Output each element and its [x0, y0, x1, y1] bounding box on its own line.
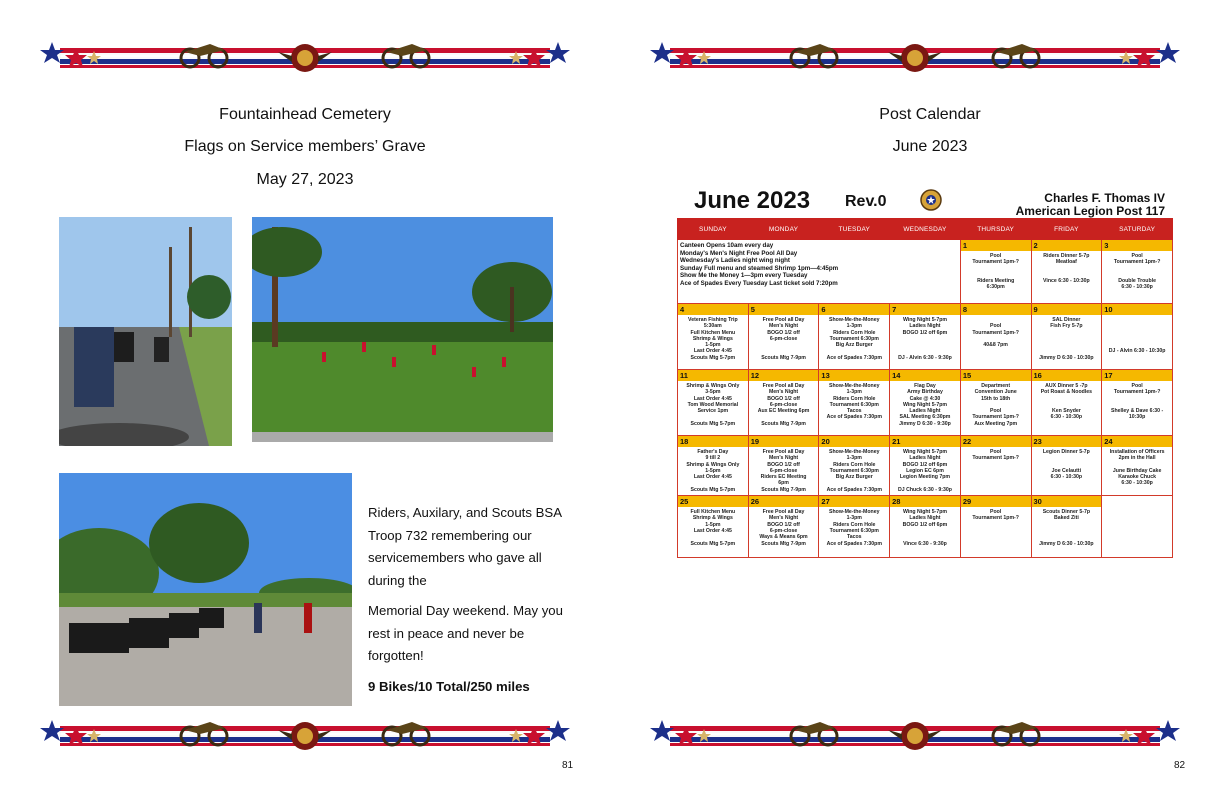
calendar-day-cell — [819, 496, 890, 558]
banner-decoration — [650, 34, 1180, 84]
day-events: Free Pool all Day Men's Night BOGO 1/2 off 6-pm-close Ways & Means 6pm Scouts Mtg 7-9pm — [759, 509, 808, 547]
calendar-day-cell — [1102, 370, 1173, 436]
day-events: Father's Day 9 till 2 Shrimp & Wings Only 1-5pm Last Order 4:45 Scouts Mtg 5-7pm — [686, 449, 740, 493]
caption-stats: 9 Bikes/10 Total/250 miles — [368, 678, 530, 694]
day-events: Department Convention June 15th to 18th Pool Tournament 1pm-? Aux Meeting 7pm — [972, 383, 1019, 427]
day-number: 6 — [819, 304, 889, 315]
day-events: Wing Night 5-7pm Ladies Night BOGO 1/2 off 6pm Legion EC 6pm Legion Meeting 7pm DJ Chuck 6:30 - 9:30p — [898, 449, 952, 493]
calendar-day-cell — [678, 370, 749, 436]
day-events: Installation of Officers 2pm in the Hall June Birthday Cake Karaoke Chuck 6:30 - 10:30p — [1109, 449, 1165, 487]
day-events: Pool Tournament 1pm-? 40&8 7pm — [972, 323, 1019, 349]
day-number: 30 — [1032, 496, 1102, 507]
day-number: 13 — [819, 370, 889, 381]
photo-parked-bikes — [59, 473, 352, 706]
banner-decoration — [40, 712, 570, 762]
day-number: 5 — [749, 304, 819, 315]
calendar-day-cell — [1102, 436, 1173, 496]
calendar-day-cell — [748, 436, 819, 496]
calendar-day-cell — [960, 496, 1031, 558]
calendar-day-cell — [890, 436, 961, 496]
calendar-week-row — [678, 496, 1173, 558]
calendar-day-cell — [1102, 240, 1173, 304]
calendar-header — [677, 185, 1173, 217]
calendar-day-cell — [960, 304, 1031, 370]
day-events: Wing Night 5-7pm Ladies Night BOGO 1/2 off 6pm Vince 6:30 - 9:30p — [902, 509, 948, 547]
calendar-notes-text: Canteen Opens 10am every day Monday's Men's Night Free Pool All Day Wednesday's Ladies night wing night Sunday Full menu and steamed Shrimp 1pm—4:45pm Show Me the Money 1—3pm every Tuesday Ace of Spades Every Tuesday Last ticket sold 7:20pm — [680, 242, 839, 287]
day-number: 15 — [961, 370, 1031, 381]
day-events — [1102, 507, 1172, 511]
day-events: Wing Night 5-7pm Ladies Night BOGO 1/2 off 6pm DJ - Alvin 6:30 - 9:30p — [898, 317, 952, 361]
calendar-day-cell — [819, 436, 890, 496]
calendar-day-cell — [960, 370, 1031, 436]
photo-cemetery-flags — [252, 217, 553, 442]
day-number — [1102, 496, 1172, 507]
day-events: Pool Tournament 1pm-? Shelley & Dave 6:30 - 10:30p — [1111, 383, 1164, 421]
day-number: 2 — [1032, 240, 1102, 251]
calendar-day-cell — [1031, 304, 1102, 370]
day-events: Pool Tournament 1pm-? — [972, 449, 1019, 462]
day-events: Show-Me-the-Money 1-3pm Riders Corn Hole Tournament 6:30pm Big Azz Burger Ace of Spades 7:30pm — [826, 317, 882, 361]
day-events: Riders Dinner 5-7p Meatloaf Vince 6:30 - 10:30p — [1043, 253, 1090, 285]
right-title-line-2: June 2023 — [892, 138, 968, 155]
day-number: 21 — [890, 436, 960, 447]
day-events: Free Pool all Day Men's Night BOGO 1/2 off 6-pm-close Aux EC Meeting 6pm Scouts Mtg 7-9pm — [757, 383, 810, 427]
day-events: Free Pool all Day Men's Night BOGO 1/2 off 6-pm-close Riders EC Meeting 6pm Scouts Mtg 7-9pm — [760, 449, 807, 493]
page-number-left: 81 — [562, 760, 574, 771]
calendar-day-cell — [890, 496, 961, 558]
calendar-day-cell — [1102, 304, 1173, 370]
left-title-line-3: May 27, 2023 — [256, 171, 354, 188]
calendar-day-cell — [1102, 496, 1173, 558]
calendar-day-cell — [1031, 240, 1102, 304]
calendar-notes — [678, 240, 961, 304]
caption-paragraph-1: Riders, Auxilary, and Scouts BSA Troop 732 remembering our servicemembers who gave all during the — [368, 505, 562, 588]
calendar-day-cell — [748, 370, 819, 436]
calendar-day-cell — [819, 304, 890, 370]
day-number: 16 — [1032, 370, 1102, 381]
day-number: 4 — [678, 304, 748, 315]
day-number: 29 — [961, 496, 1031, 507]
day-number: 17 — [1102, 370, 1172, 381]
calendar-day-cell — [960, 436, 1031, 496]
calendar-day-cell — [678, 496, 749, 558]
calendar-day-cell — [678, 304, 749, 370]
day-events: SAL Dinner Fish Fry 5-7p Jimmy D 6:30 - 10:30p — [1039, 317, 1094, 361]
day-events: Full Kitchen Menu Shrimp & Wings 1-5pm Last Order 4:45 Scouts Mtg 5-7pm — [690, 509, 736, 547]
calendar-day-cell — [819, 370, 890, 436]
day-events: Pool Tournament 1pm-? — [972, 509, 1019, 522]
day-events: Scouts Dinner 5-7p Baked Ziti Jimmy D 6:30 - 10:30p — [1039, 509, 1094, 547]
calendar-day-cell — [1031, 496, 1102, 558]
calendar-week-row — [678, 304, 1173, 370]
weekday-header: SUNDAY — [678, 219, 749, 240]
calendar-day-cell — [748, 496, 819, 558]
day-number: 14 — [890, 370, 960, 381]
day-number: 9 — [1032, 304, 1102, 315]
day-number: 1 — [961, 240, 1031, 251]
day-events: Pool Tournament 1pm-? Double Trouble 6:30 - 10:30p — [1113, 253, 1161, 291]
day-events: AUX Dinner 5 -7p Pot Roast & Noodles Ken Snyder 6:30 - 10:30p — [1040, 383, 1093, 421]
banner-decoration — [650, 712, 1180, 762]
day-events: Free Pool all Day Men's Night BOGO 1/2 off 6-pm-close Scouts Mtg 7-9pm — [761, 317, 806, 361]
calendar-day-cell — [748, 304, 819, 370]
weekday-header: SATURDAY — [1102, 219, 1173, 240]
weekday-header: FRIDAY — [1031, 219, 1102, 240]
calendar-week-row — [678, 240, 1173, 304]
calendar-revision: Rev.0 — [845, 193, 887, 210]
calendar-day-cell — [1031, 370, 1102, 436]
photo-riders-road — [59, 217, 232, 446]
caption-paragraph-2: Memorial Day weekend. May you rest in peace and never be forgotten! — [368, 603, 563, 663]
day-number: 26 — [749, 496, 819, 507]
day-number: 24 — [1102, 436, 1172, 447]
calendar-week-row — [678, 436, 1173, 496]
day-number: 3 — [1102, 240, 1172, 251]
weekday-header: MONDAY — [748, 219, 819, 240]
day-number: 10 — [1102, 304, 1172, 315]
calendar-grid — [677, 218, 1173, 558]
day-number: 19 — [749, 436, 819, 447]
day-events: Shrimp & Wings Only 3-5pm Last Order 4:45 Tom Wood Memorial Service 1pm Scouts Mtg 5-7pm — [686, 383, 740, 427]
day-number: 20 — [819, 436, 889, 447]
day-events: Flag Day Army Birthday Cake @ 4:30 Wing Night 5-7pm Ladies Night SAL Meeting 6:30pm Jimmy D 6:30 - 9:30p — [899, 383, 951, 427]
calendar-org-line-2: American Legion Post 117 — [1015, 204, 1165, 218]
calendar-day-cell — [678, 436, 749, 496]
day-events: Show-Me-the-Money 1-3pm Riders Corn Hole Tournament 6:30pm Tacos Ace of Spades 7:30pm — [826, 383, 882, 421]
calendar-org-line-1: Charles F. Thomas IV — [1044, 191, 1165, 205]
weekday-header-row — [678, 219, 1173, 240]
calendar-day-cell — [1031, 436, 1102, 496]
day-events: Veteran Fishing Trip 5:30am Full Kitchen Menu Shrimp & Wings 1-5pm Last Order 4:45 Scouts Mtg 5-7pm — [688, 317, 738, 361]
day-number: 11 — [678, 370, 748, 381]
left-title-line-2: Flags on Service members’ Grave — [184, 138, 426, 155]
day-number: 23 — [1032, 436, 1102, 447]
day-events: Pool Tournament 1pm-? Riders Meeting 6:30pm — [972, 253, 1019, 291]
calendar-day-cell — [890, 370, 961, 436]
page-number-right: 82 — [1174, 760, 1186, 771]
weekday-header: THURSDAY — [960, 219, 1031, 240]
day-events: DJ - Alvin 6:30 - 10:30p — [1108, 348, 1166, 355]
legion-emblem-icon — [920, 189, 942, 211]
day-number: 22 — [961, 436, 1031, 447]
calendar-day-cell — [960, 240, 1031, 304]
day-number: 18 — [678, 436, 748, 447]
day-number: 12 — [749, 370, 819, 381]
day-number: 28 — [890, 496, 960, 507]
day-events: Legion Dinner 5-7p Joe Celautti 6:30 - 10:30p — [1042, 449, 1090, 481]
calendar-week-row — [678, 370, 1173, 436]
right-title-line-1: Post Calendar — [879, 106, 981, 123]
weekday-header: TUESDAY — [819, 219, 890, 240]
day-number: 27 — [819, 496, 889, 507]
weekday-header: WEDNESDAY — [890, 219, 961, 240]
day-number: 7 — [890, 304, 960, 315]
banner-decoration — [40, 34, 570, 84]
calendar-title: June 2023 — [694, 187, 811, 214]
calendar-day-cell — [890, 304, 961, 370]
photo-caption — [368, 502, 568, 698]
day-number: 8 — [961, 304, 1031, 315]
day-number: 25 — [678, 496, 748, 507]
day-events: Show-Me-the-Money 1-3pm Riders Corn Hole Tournament 6:30pm Big Azz Burger Ace of Spades 7:30pm — [826, 449, 882, 493]
left-title-line-1: Fountainhead Cemetery — [219, 106, 391, 123]
day-events: Show-Me-the-Money 1-3pm Riders Corn Hole Tournament 6:30pm Tacos Ace of Spades 7:30pm — [826, 509, 882, 547]
